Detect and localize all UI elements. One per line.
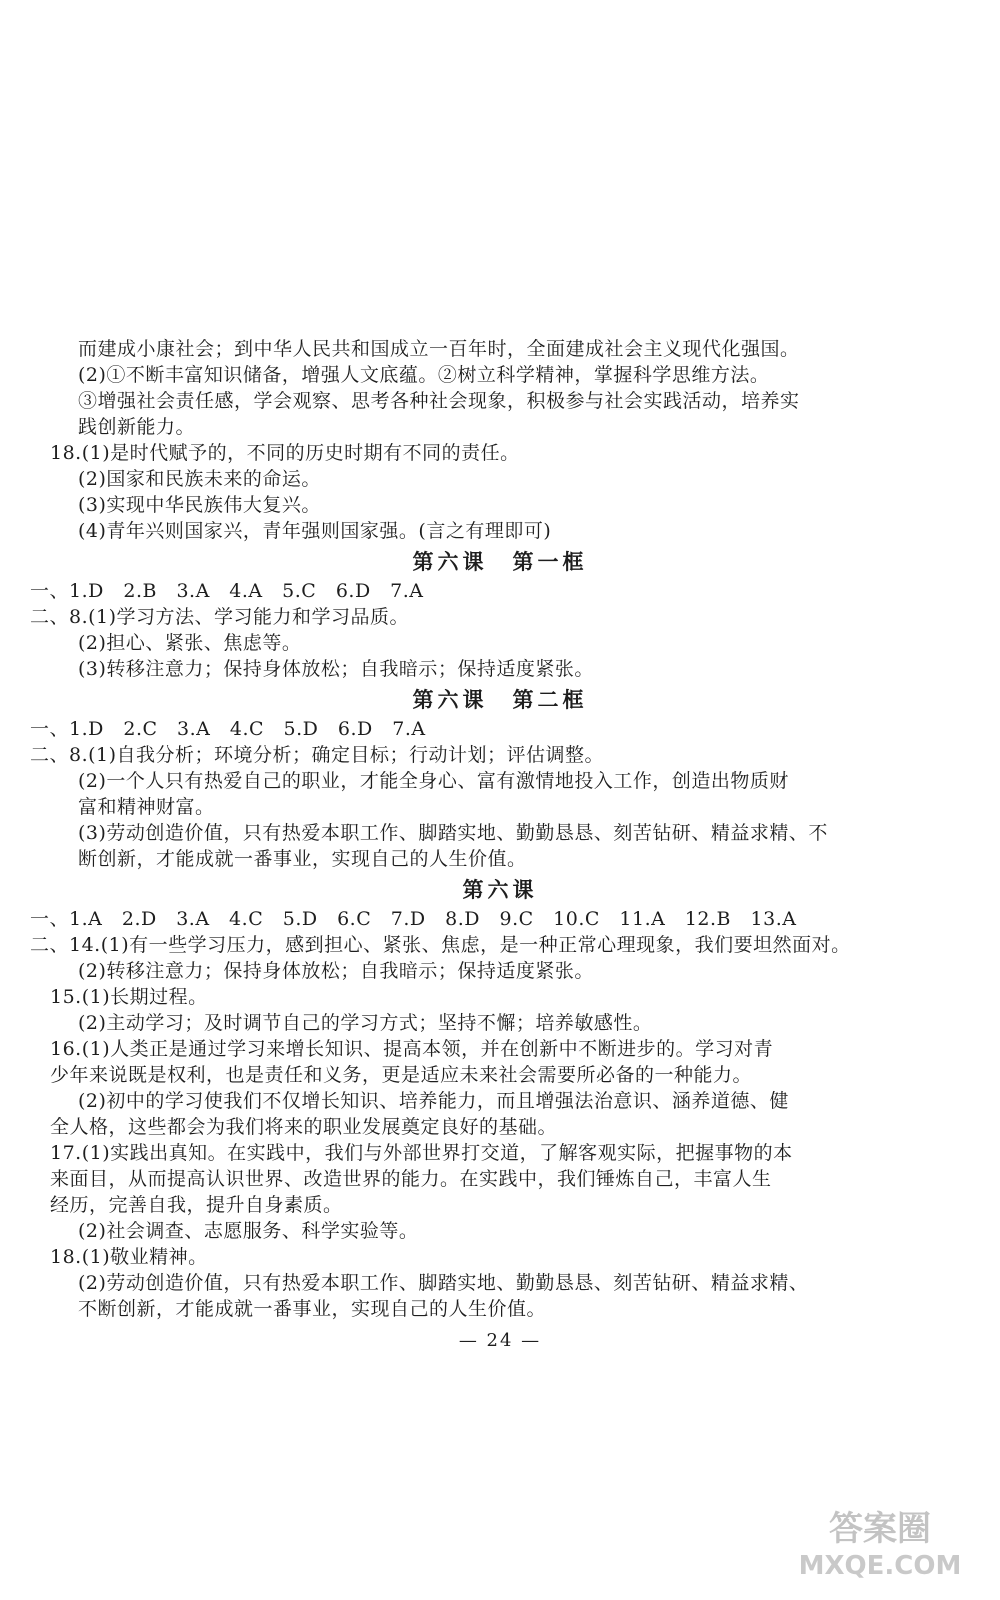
answer-line: 一、1.D 2.B 3.A 4.A 5.C 6.D 7.A bbox=[30, 580, 424, 602]
section-heading: 第六课 第一框 bbox=[412, 549, 588, 574]
text-line: (2)①不断丰富知识储备，增强人文底蕴。②树立科学精神，掌握科学思维方法。 bbox=[78, 364, 770, 386]
answer-line: 一、1.A 2.D 3.A 4.C 5.D 6.C 7.D 8.D 9.C 10.C 11.A 12.B 13.A bbox=[30, 908, 797, 930]
answer-line: 断创新，才能成就一番事业，实现自己的人生价值。 bbox=[78, 848, 527, 870]
answer-line: (3)劳动创造价值，只有热爱本职工作、脚踏实地、勤勤恳恳、刻苦钻研、精益求精、不 bbox=[78, 822, 828, 844]
answer-line: (2)主动学习；及时调节自己的学习方式；坚持不懈；培养敏感性。 bbox=[78, 1012, 653, 1034]
watermark-logo bbox=[780, 1502, 980, 1582]
answer-line: 15.(1)长期过程。 bbox=[50, 986, 208, 1008]
watermark-bottom-text: MXQE.COM bbox=[798, 1551, 962, 1581]
answer-line: 来面目，从而提高认识世界、改造世界的能力。在实践中，我们锤炼自己，丰富人生 bbox=[50, 1168, 772, 1190]
answer-line: (2)转移注意力；保持身体放松；自我暗示；保持适度紧张。 bbox=[78, 960, 594, 982]
text-line: (3)实现中华民族伟大复兴。 bbox=[78, 494, 321, 516]
answer-line: 全人格，这些都会为我们将来的职业发展奠定良好的基础。 bbox=[50, 1116, 558, 1138]
answer-line: 二、14.(1)有一些学习压力，感到担心、紧张、焦虑，是一种正常心理现象，我们要坦然面对。 bbox=[30, 934, 851, 956]
text-line: 18.(1)是时代赋予的，不同的历史时期有不同的责任。 bbox=[50, 442, 520, 464]
answer-line: (2)社会调查、志愿服务、科学实验等。 bbox=[78, 1220, 419, 1242]
section-heading: 第六课 第二框 bbox=[412, 687, 588, 712]
text-line: (4)青年兴则国家兴，青年强则国家强。(言之有理即可) bbox=[78, 520, 552, 542]
answer-line: (2)劳动创造价值，只有热爱本职工作、脚踏实地、勤勤恳恳、刻苦钻研、精益求精、 bbox=[78, 1272, 809, 1294]
answer-line: 富和精神财富。 bbox=[78, 796, 215, 818]
answer-line: 少年来说既是权利，也是责任和义务，更是适应未来社会需要所必备的一种能力。 bbox=[50, 1064, 753, 1086]
text-line: (2)国家和民族未来的命运。 bbox=[78, 468, 321, 490]
answer-line: 一、1.D 2.C 3.A 4.C 5.D 6.D 7.A bbox=[30, 718, 426, 740]
answer-line: (3)转移注意力；保持身体放松；自我暗示；保持适度紧张。 bbox=[78, 658, 594, 680]
answer-line: 18.(1)敬业精神。 bbox=[50, 1246, 208, 1268]
text-line: 践创新能力。 bbox=[78, 416, 196, 438]
answer-line: (2)担心、紧张、焦虑等。 bbox=[78, 632, 302, 654]
answer-line: 二、8.(1)自我分析；环境分析；确定目标；行动计划；评估调整。 bbox=[30, 744, 605, 766]
answer-line: (2)初中的学习使我们不仅增长知识、培养能力，而且增强法治意识、涵养道德、健 bbox=[78, 1090, 789, 1112]
answer-line: 二、8.(1)学习方法、学习能力和学习品质。 bbox=[30, 606, 410, 628]
answer-line: 17.(1)实践出真知。在实践中，我们与外部世界打交道，了解客观实际，把握事物的本 bbox=[50, 1142, 793, 1164]
answer-line: 16.(1)人类正是通过学习来增长知识、提高本领，并在创新中不断进步的。学习对青 bbox=[50, 1038, 774, 1060]
text-line: 而建成小康社会；到中华人民共和国成立一百年时，全面建成社会主义现代化强国。 bbox=[78, 338, 800, 360]
text-line: ③增强社会责任感，学会观察、思考各种社会现象，积极参与社会实践活动，培养实 bbox=[78, 390, 800, 412]
answer-line: (2)一个人只有热爱自己的职业，才能全身心、富有激情地投入工作，创造出物质财 bbox=[78, 770, 789, 792]
page-number: — 24 — bbox=[458, 1330, 542, 1351]
answer-line: 经历，完善自我，提升自身素质。 bbox=[50, 1194, 343, 1216]
section-heading: 第六课 bbox=[462, 877, 538, 902]
answer-line: 不断创新，才能成就一番事业，实现自己的人生价值。 bbox=[78, 1298, 547, 1320]
watermark-top-text: 答案圈 bbox=[829, 1509, 931, 1549]
